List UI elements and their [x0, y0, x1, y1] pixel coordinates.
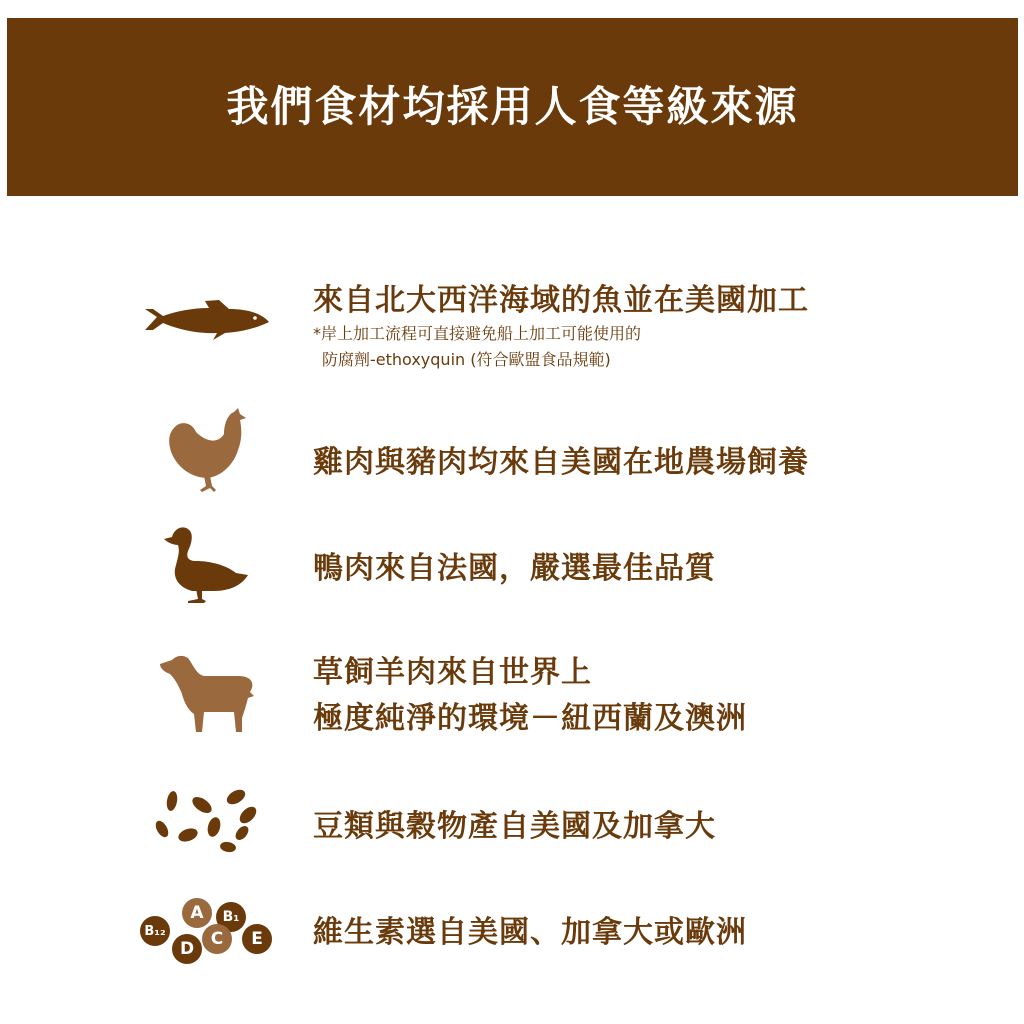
chicken-icon — [166, 406, 246, 496]
item-text: 極度純淨的環境－紐西蘭及澳洲 — [313, 701, 747, 736]
vitamin-b12-badge: B₁₂ — [140, 916, 170, 946]
duck-icon — [162, 525, 250, 605]
vitamin-a-badge: A — [182, 898, 212, 928]
vitamin-b1-badge: B₁ — [216, 902, 246, 932]
item-text: 維生素選自美國、加拿大或歐洲 — [313, 915, 747, 950]
item-text: 雞肉與豬肉均來自美國在地農場飼養 — [313, 445, 809, 480]
item-text: 來自北大西洋海域的魚並在美國加工 — [313, 283, 809, 318]
beans-icon — [152, 785, 262, 855]
vitamins-icon — [140, 898, 274, 968]
page-title: 我們食材均採用人食等級來源 — [226, 82, 799, 131]
item-text: 草飼羊肉來自世界上 — [313, 655, 592, 690]
vitamin-e-badge: E — [242, 924, 272, 954]
item-text: 豆類與穀物產自美國及加拿大 — [313, 809, 716, 844]
fish-icon — [143, 296, 271, 342]
lamb-icon — [158, 654, 258, 736]
item-note: 防腐劑-ethoxyquin (符合歐盟食品規範) — [322, 350, 611, 369]
vitamin-c-badge: C — [202, 924, 232, 954]
item-text: 鴨肉來自法國，嚴選最佳品質 — [313, 551, 716, 586]
header-banner — [7, 18, 1018, 196]
vitamin-d-badge: D — [172, 934, 202, 964]
item-note: *岸上加工流程可直接避免船上加工可能使用的 — [313, 324, 642, 343]
